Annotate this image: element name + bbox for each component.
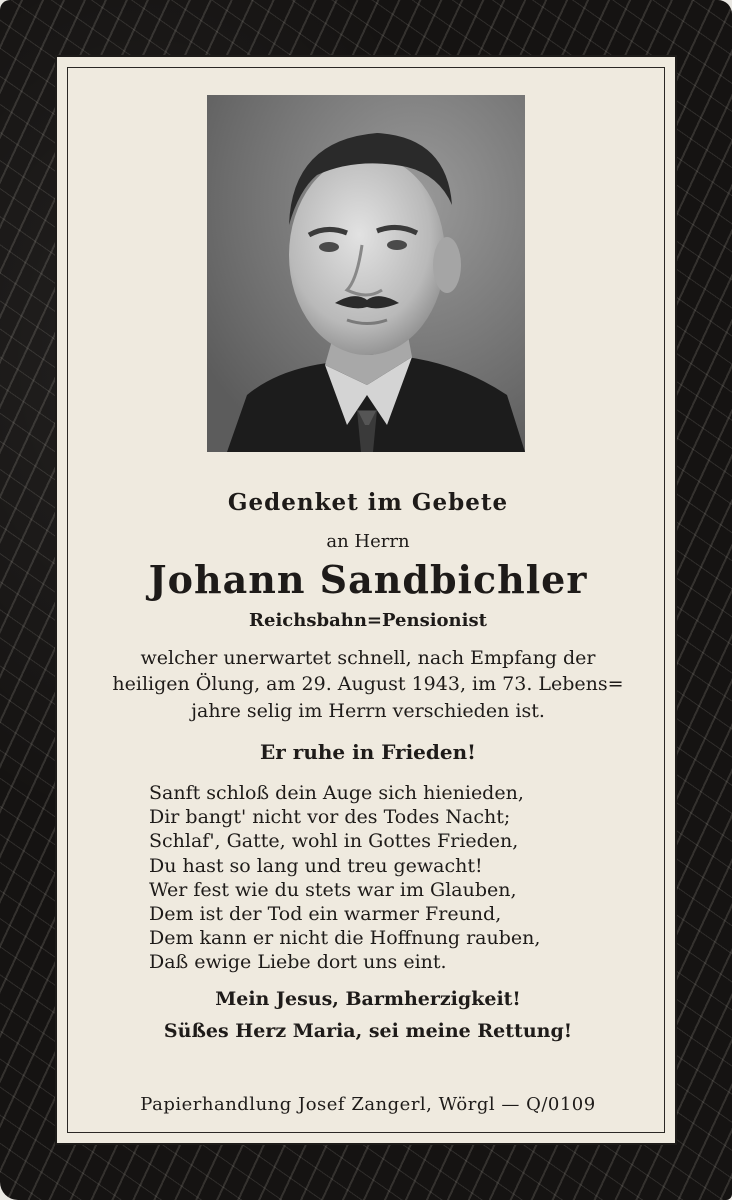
poem-line: Daß ewige Liebe dort uns eint. <box>149 951 447 974</box>
printer-imprint: Papierhandlung Josef Zangerl, Wörgl — Q/0109 <box>140 1094 596 1115</box>
poem-line: Dem ist der Tod ein warmer Freund, <box>149 903 502 926</box>
occupation: Reichsbahn=Pensionist <box>249 610 487 631</box>
card-heading: Gedenket im Gebete <box>227 489 509 516</box>
memorial-poem <box>149 781 609 975</box>
poem-line: Dem kann er nicht die Hoffnung rauben, <box>149 927 541 950</box>
poem-line: Schlaf', Gatte, wohl in Gottes Frieden, <box>149 830 519 853</box>
death-notice-line-2: heiligen Ölung, am 29. August 1943, im 73. Lebens= <box>112 673 624 695</box>
deceased-name: Johann Sandbichler <box>148 557 588 602</box>
death-notice-line-3: jahre selig im Herrn verschieden ist. <box>191 700 545 722</box>
portrait-photo <box>207 95 525 452</box>
poem-line: Dir bangt' nicht vor des Todes Nacht; <box>149 806 511 829</box>
poem-line: Sanft schloß dein Auge sich hienieden, <box>149 782 524 804</box>
poem-line: Du hast so lang und treu gewacht! <box>149 854 483 877</box>
prayer-jesus: Mein Jesus, Barmherzigkeit! <box>215 988 521 1010</box>
death-notice-line-1: welcher unerwartet schnell, nach Empfang der <box>140 647 596 669</box>
poem-line: Wer fest wie du stets war im Glauben, <box>149 878 517 901</box>
prayer-maria: Süßes Herz Maria, sei meine Rettung! <box>163 1020 573 1042</box>
rest-in-peace: Er ruhe in Frieden! <box>260 740 476 764</box>
salutation: an Herrn <box>326 531 410 552</box>
memorial-card <box>55 55 677 1145</box>
